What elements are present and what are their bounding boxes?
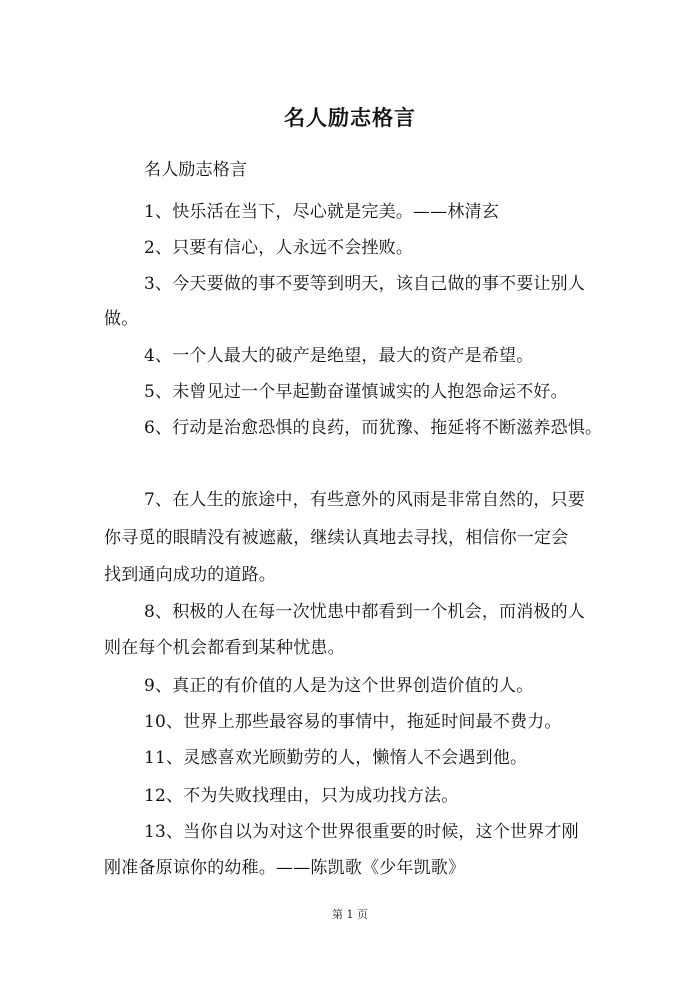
page-number: 第 1 页 [332,908,368,921]
quote-line: 13、当你自以为对这个世界很重要的时候，这个世界才刚 [144,822,579,842]
quote-line: 刚准备原谅你的幼稚。——陈凯歌《少年凯歌》 [104,858,466,878]
quote-line: 10、世界上那些最容易的事情中，拖延时间最不费力。 [144,712,562,732]
quote-line: 做。 [104,309,139,329]
quote-line: 3、今天要做的事不要等到明天，该自己做的事不要让别人 [144,274,586,294]
page-title: 名人励志格言 [284,106,416,130]
quote-line: 4、一个人最大的破产是绝望，最大的资产是希望。 [144,346,534,366]
quote-line: 7、在人生的旅途中，有些意外的风雨是非常自然的，只要 [144,490,586,510]
quote-line: 2、只要有信心，人永远不会挫败。 [144,238,414,258]
subtitle: 名人励志格言 [144,160,248,180]
quote-line: 5、未曾见过一个早起勤奋谨慎诚实的人抱怨命运不好。 [144,382,568,402]
quote-line: 8、积极的人在每一次忧患中都看到一个机会，而消极的人 [144,602,586,622]
quote-line: 找到通向成功的道路。 [104,565,276,585]
quote-line: 6、行动是治愈恐惧的良药，而犹豫、拖延将不断滋养恐惧。 [144,418,603,438]
quote-line: 12、不为失败找理由，只为成功找方法。 [144,786,459,806]
quote-line: 你寻觅的眼睛没有被遮蔽，继续认真地去寻找，相信你一定会 [104,528,569,548]
quote-line: 则在每个机会都看到某种忧患。 [104,638,345,658]
quote-line: 1、快乐活在当下，尽心就是完美。——林清玄 [144,202,500,222]
quote-line: 11、灵感喜欢光顾勤劳的人，懒惰人不会遇到他。 [144,748,528,768]
quote-line: 9、真正的有价值的人是为这个世界创造价值的人。 [144,676,534,696]
